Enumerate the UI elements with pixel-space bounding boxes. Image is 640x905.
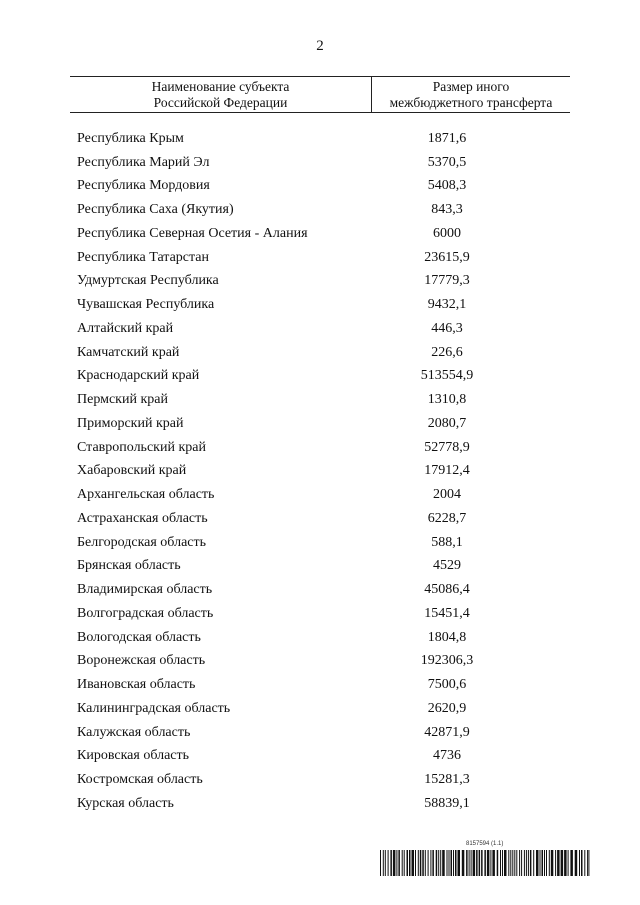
transfer-amount: 4736 xyxy=(433,748,461,764)
page-number: 2 xyxy=(316,38,324,54)
table-row xyxy=(77,697,557,721)
region-name: Архангельская область xyxy=(77,487,215,503)
transfer-amount: 1310,8 xyxy=(427,392,467,408)
transfer-amount: 42871,9 xyxy=(424,724,470,740)
region-name: Калининградская область xyxy=(77,700,231,716)
region-name: Ивановская область xyxy=(77,677,196,693)
table-row xyxy=(77,531,557,555)
table-row xyxy=(77,341,557,365)
table-row xyxy=(77,175,557,199)
table-row xyxy=(77,388,557,412)
region-name: Республика Северная Осетия - Алания xyxy=(77,225,308,241)
region-name: Краснодарский край xyxy=(77,368,200,384)
transfer-amount: 23615,9 xyxy=(424,249,470,265)
region-name: Ставропольский край xyxy=(77,439,206,455)
region-name: Владимирская область xyxy=(77,582,213,598)
transfer-amount: 513554,9 xyxy=(420,368,474,384)
region-name: Костромская область xyxy=(77,772,203,788)
transfer-amount: 1804,8 xyxy=(427,629,467,645)
transfer-amount: 588,1 xyxy=(431,534,463,550)
table-row xyxy=(77,246,557,270)
table-row xyxy=(77,127,557,151)
header-region-line1: Наименование субъекта xyxy=(151,79,290,94)
transfer-amount: 2004 xyxy=(433,487,461,503)
transfer-amount: 5370,5 xyxy=(427,154,467,170)
transfer-amount: 52778,9 xyxy=(424,439,470,455)
transfer-amount: 7500,6 xyxy=(427,677,467,693)
transfer-amount: 6228,7 xyxy=(427,510,467,526)
header-region-column xyxy=(70,77,372,112)
transfer-amount: 5408,3 xyxy=(427,178,467,194)
transfer-amount: 2080,7 xyxy=(427,415,467,431)
region-name: Хабаровский край xyxy=(77,463,187,479)
region-name: Республика Саха (Якутия) xyxy=(77,202,234,218)
transfer-amount: 45086,4 xyxy=(424,582,470,598)
table-row xyxy=(77,436,557,460)
table-row xyxy=(77,650,557,674)
region-name: Калужская область xyxy=(77,724,191,740)
table-row xyxy=(77,460,557,484)
region-name: Вологодская область xyxy=(77,629,201,645)
transfer-amount: 2620,9 xyxy=(427,700,467,716)
region-name: Белгородская область xyxy=(77,534,207,550)
table-row xyxy=(77,721,557,745)
table-row xyxy=(77,745,557,769)
table-row xyxy=(77,673,557,697)
region-name: Камчатский край xyxy=(77,344,180,360)
table-row xyxy=(77,626,557,650)
table-row xyxy=(77,198,557,222)
table-body xyxy=(77,127,557,816)
region-name: Чувашская Республика xyxy=(77,297,215,313)
transfer-amount: 6000 xyxy=(433,225,461,241)
region-name: Пермский край xyxy=(77,392,168,408)
transfer-amount: 446,3 xyxy=(431,320,463,336)
table-row xyxy=(77,293,557,317)
region-name: Брянская область xyxy=(77,558,181,574)
region-name: Курская область xyxy=(77,795,174,811)
transfer-amount: 9432,1 xyxy=(427,297,467,313)
transfer-amount: 15281,3 xyxy=(424,772,470,788)
transfer-amount: 58839,1 xyxy=(424,795,470,811)
transfer-amount: 17779,3 xyxy=(424,273,470,289)
region-name: Республика Мордовия xyxy=(77,178,210,194)
transfer-amount: 1871,6 xyxy=(427,130,467,146)
table-row xyxy=(77,483,557,507)
region-name: Республика Татарстан xyxy=(77,249,210,265)
table-row xyxy=(77,151,557,175)
transfer-amount: 17912,4 xyxy=(424,463,470,479)
transfer-amount: 226,6 xyxy=(431,344,463,360)
region-name: Республика Крым xyxy=(77,130,184,146)
transfer-amount: 15451,4 xyxy=(424,605,470,621)
barcode-label: 8157594 (1.1) xyxy=(466,841,504,847)
table-row xyxy=(77,507,557,531)
region-name: Воронежская область xyxy=(77,653,206,669)
table-row xyxy=(77,792,557,816)
region-name: Алтайский край xyxy=(77,320,174,336)
table-row xyxy=(77,222,557,246)
table-row xyxy=(77,578,557,602)
region-name: Республика Марий Эл xyxy=(77,154,210,170)
transfer-amount: 4529 xyxy=(433,558,461,574)
header-amount-column xyxy=(372,77,570,112)
table-row xyxy=(77,317,557,341)
transfer-amount: 192306,3 xyxy=(420,653,474,669)
region-name: Астраханская область xyxy=(77,510,208,526)
region-name: Удмуртская Республика xyxy=(77,273,219,289)
table-row xyxy=(77,602,557,626)
transfer-amount: 843,3 xyxy=(431,202,463,218)
table-row xyxy=(77,365,557,389)
header-amount-line2: межбюджетного трансферта xyxy=(389,95,553,110)
table-row xyxy=(77,768,557,792)
barcode-icon xyxy=(380,850,590,876)
table-row xyxy=(77,412,557,436)
table-row xyxy=(77,270,557,294)
header-region-line2: Российской Федерации xyxy=(153,95,288,110)
table-row xyxy=(77,555,557,579)
header-amount-line1: Размер иного xyxy=(432,79,510,94)
region-name: Приморский край xyxy=(77,415,184,431)
region-name: Кировская область xyxy=(77,748,190,764)
table-header xyxy=(70,76,570,113)
region-name: Волгоградская область xyxy=(77,605,214,621)
